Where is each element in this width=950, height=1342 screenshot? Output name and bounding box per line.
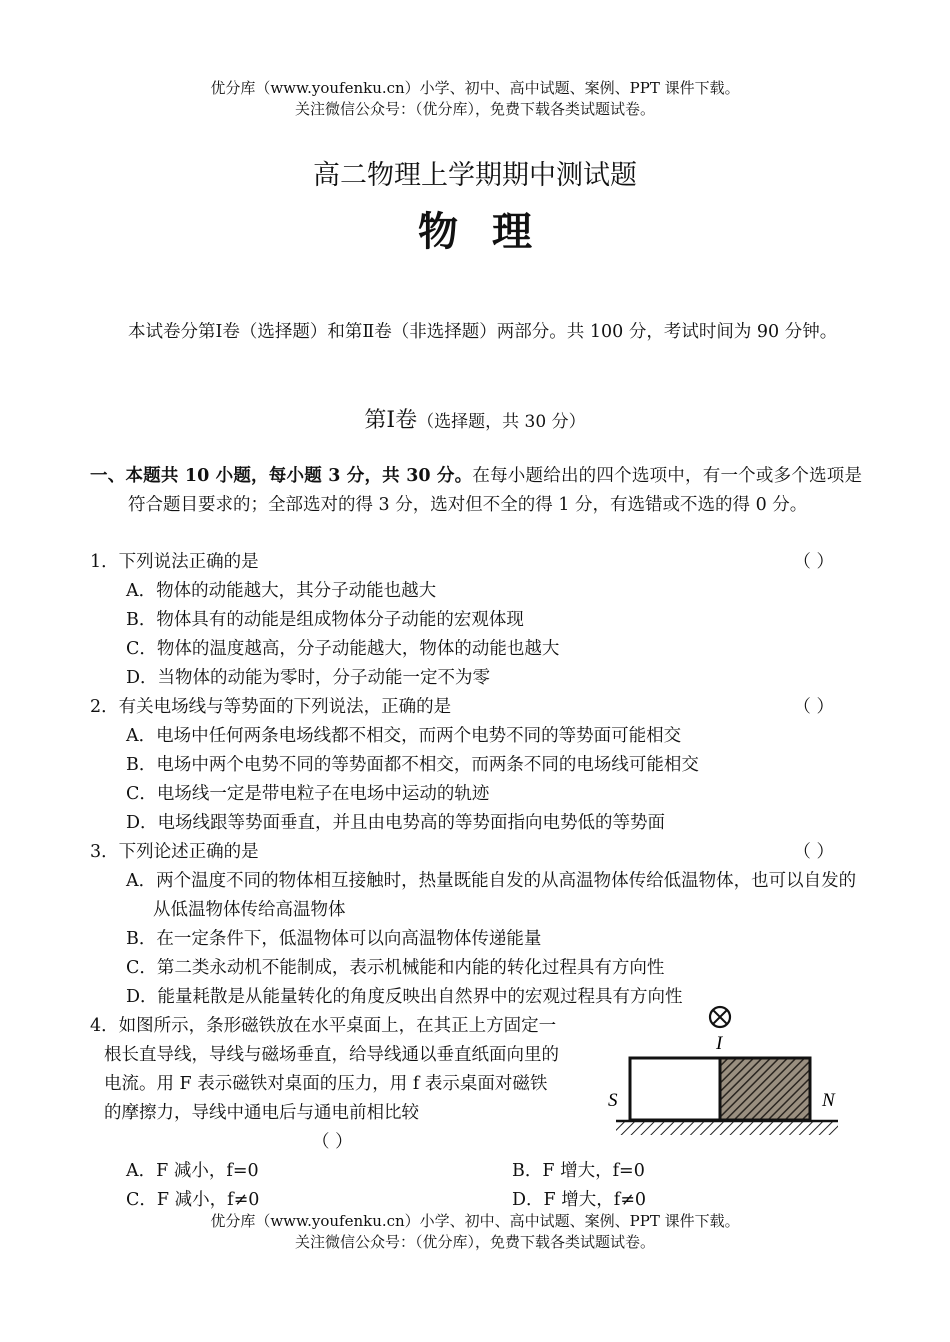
current-label: I [716, 1033, 723, 1054]
option-c: C．电场线一定是带电粒子在电场中运动的轨迹 [126, 784, 490, 804]
question-stem-text: 4．如图所示，条形磁铁放在水平桌面上，在其正上方固定一根长直导线，导线与磁场垂直，给导线通以垂直纸面向里的电流。用 F 表示磁铁对桌面的压力，用 f 表示桌面对磁铁的摩擦力，导线中通电后与通电前相比较 [90, 1016, 559, 1123]
header-line-1: 优分库（www.youfenku.cn）小学、初中、高中试题、案例、PPT 课件下载。 [210, 79, 740, 97]
north-label: N [822, 1090, 835, 1111]
question-stem: 2．有关电场线与等势面的下列说法，正确的是 [90, 697, 452, 717]
option-b: B．物体具有的动能是组成物体分子动能的宏观体现 [126, 610, 524, 630]
exam-subject: 物理 [418, 208, 566, 255]
magnet-figure [602, 1005, 854, 1140]
instructions-bold: 一、本题共 10 小题，每小题 3 分，共 30 分。 [90, 466, 473, 486]
question-2 [90, 693, 862, 722]
answer-blank: （ ） [793, 842, 834, 862]
option-d: D．当物体的动能为零时，分子动能一定不为零 [126, 668, 491, 688]
option-a: A．F 减小，f=0 [126, 1161, 259, 1181]
instructions-rest: 在每小题给出的四个选项中，有一个或多个选项是符合题目要求的；全部选对的得 3 分，选对但不全的得 1 分，有选错或不选的得 0 分。 [128, 466, 863, 515]
header-line-2: 关注微信公众号：（优分库），免费下载各类试题试卷。 [294, 100, 655, 118]
question-stem [90, 1012, 564, 1157]
footer-line-1: 优分库（www.youfenku.cn）小学、初中、高中试题、案例、PPT 课件下载。 [210, 1212, 740, 1230]
option-b: B．F 增大，f=0 [512, 1161, 645, 1181]
section-instructions [90, 462, 862, 520]
footer-line-2: 关注微信公众号：（优分库），免费下载各类试题试卷。 [294, 1233, 655, 1251]
option-c: C．F 减小，f≠0 [126, 1190, 260, 1210]
option-c: C．第二类永动机不能制成，表示机械能和内能的转化过程具有方向性 [126, 958, 665, 978]
instructions-text [90, 462, 862, 520]
option-d: D．能量耗散是从能量转化的角度反映出自然界中的宏观过程具有方向性 [126, 987, 683, 1007]
question-stem: 3．下列论述正确的是 [90, 842, 259, 862]
answer-blank: （ ） [312, 1132, 353, 1152]
option-d: D．电场线跟等势面垂直，并且由电势高的等势面指向电势低的等势面 [126, 813, 666, 833]
answer-blank: （ ） [793, 697, 834, 717]
magnet-north-half [720, 1058, 810, 1120]
section-note: （选择题，共 30 分） [417, 412, 586, 432]
intro-text: 本试卷分第Ⅰ卷（选择题）和第Ⅱ卷（非选择题）两部分。共 100 分，考试时间为 90 分钟。 [128, 322, 838, 342]
south-label: S [608, 1090, 618, 1111]
question-stem: 1．下列说法正确的是 [90, 552, 259, 572]
page-header [0, 78, 950, 120]
section-main: 第Ⅰ卷 [364, 408, 418, 433]
exam-title: 高二物理上学期期中测试题 [313, 160, 637, 191]
exam-intro [90, 318, 862, 347]
question-3 [90, 838, 862, 867]
option-row-1 [90, 1157, 862, 1186]
option-d: D．F 增大，f≠0 [512, 1190, 647, 1210]
option-c: C．物体的温度越高，分子动能越大，物体的动能也越大 [126, 639, 560, 659]
table-surface [616, 1121, 838, 1135]
answer-blank: （ ） [793, 552, 834, 572]
question-1 [90, 548, 862, 577]
option-a: A．物体的动能越大，其分子动能也越大 [126, 581, 437, 601]
magnet-south-half [630, 1058, 720, 1120]
wire-current-icon [710, 1007, 730, 1027]
option-b: B．在一定条件下，低温物体可以向高温物体传递能量 [126, 929, 542, 949]
section-title [0, 405, 950, 438]
option-a: A．两个温度不同的物体相互接触时，热量既能自发的从高温物体传给低温物体，也可以自发的从低温物体传给高温物体 [126, 871, 857, 920]
option-b: B．电场中两个电势不同的等势面都不相交，而两条不同的电场线可能相交 [126, 755, 699, 775]
page-footer [0, 1211, 950, 1253]
option-a: A．电场中任何两条电场线都不相交，而两个电势不同的等势面可能相交 [126, 726, 682, 746]
